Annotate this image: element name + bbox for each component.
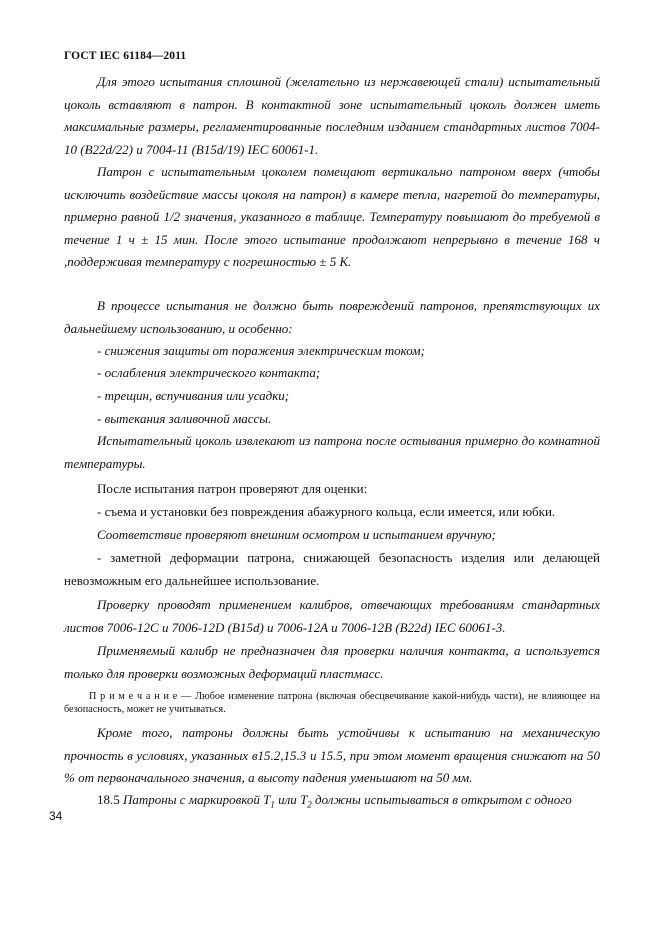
paragraph-text: должны испытываться в открытом с одного: [315, 792, 572, 807]
paragraph-text: Патроны с маркировкой: [123, 792, 260, 807]
paragraph-compliance: [64, 524, 600, 547]
paragraph-test-base: [64, 71, 600, 161]
paragraph-text: значения, указанного в таблице. Температуру повышают до требуемой в течение 1 ч ± 15 мин. После этого испытание продолжают непрерывно в течение 168 ч ,поддерживая температуру с погрешностью ± 5 К.: [64, 209, 601, 270]
marking-subscript: 2: [307, 799, 312, 810]
marking-t1: [263, 792, 275, 810]
paragraph-shade-ring: [64, 501, 600, 524]
paragraph-text: Применяемый калибр не предназначен для проверки наличия контакта, а используется только для проверки возможных деформаций пластмасс.: [64, 643, 600, 681]
clause-number: 18.5: [97, 792, 120, 807]
page-number: 34: [49, 809, 63, 823]
paragraph-heat-chamber: [64, 161, 600, 274]
list-item: [64, 385, 600, 408]
paragraph-remove-base: [64, 430, 600, 475]
paragraph-text: После испытания патрон проверяют для оценки:: [97, 481, 368, 496]
paragraph-18-5: [64, 789, 600, 816]
list-item: [64, 408, 600, 431]
list-item: [64, 362, 600, 385]
note: [64, 690, 600, 716]
marking-letter: T: [300, 792, 308, 807]
paragraph-after-test: [64, 478, 600, 501]
marking-letter: T: [263, 792, 271, 807]
list-item-text: - снижения защиты от поражения электрическим током;: [97, 343, 425, 358]
paragraph-text: Патрон с испытательным цоколем помещают вертикально патроном вверх (чтобы исключить воздействие массы цоколя на патрон) в камере тепла, нагретой до температуры, примерно равной: [64, 164, 600, 225]
paragraph-text: Соответствие проверяют внешним осмотром и испытанием вручную;: [97, 527, 496, 542]
paragraph-text: Для этого испытания сплошной (желательно из нержавеющей стали) испытательный цоколь вставляют в патрон. В контактной зоне испытательный цоколь должен иметь максимальные размеры, регламентированные последним изданием стандартных листов 7004-10 (B22d/22) и 7004-11 (B15d/19) IEC 60061-1.: [64, 74, 600, 157]
paragraph-damage: [64, 295, 600, 340]
list-item-text: - трещин, вспучивания или усадки;: [97, 388, 290, 403]
marking-subscript: 1: [270, 799, 275, 810]
fraction: 1/2: [163, 209, 181, 225]
list-item: [64, 340, 600, 363]
paragraph-text: или: [278, 792, 297, 807]
list-item-text: - вытекания заливочной массы.: [97, 411, 272, 426]
list-item-text: - ослабления электрического контакта;: [97, 365, 321, 380]
paragraph-text: Кроме того, патроны должны быть устойчивы к испытанию на механическую прочность в условиях, указанных в15.2,15.3 и 15.5, при этом момент вращения снижают на 50 % от первоначального значения, а высоту падения уменьшают на 50 мм.: [64, 725, 600, 786]
paragraph-deformation: [64, 547, 600, 592]
page-header: ГОСТ IEC 61184—2011: [64, 50, 187, 62]
note-text: — Любое изменение патрона (включая обесцвечивание какой-нибудь части), не влияющее на безопасность, может не учитываться.: [64, 691, 600, 715]
paragraph-text: В процессе испытания не должно быть повреждений патронов, препятствующих их дальнейшему использованию, и особенно:: [64, 298, 600, 336]
note-label: П р и м е ч а н и е: [89, 691, 178, 702]
paragraph-text: Проверку проводят применением калибров, отвечающих требованиям стандартных листов 7006-12C и 7006-12D (B15d) и 7006-12A и 7006-12B (B22d) IEC 60061-3.: [64, 597, 600, 635]
paragraph-mechanical: [64, 722, 600, 790]
paragraph-gauge-use: [64, 640, 600, 685]
marking-t2: [300, 792, 312, 810]
paragraph-text: Испытательный цоколь извлекают из патрона после остывания примерно до комнатной температуры.: [64, 433, 600, 471]
paragraph-gauges: [64, 594, 600, 639]
paragraph-text: - заметной деформации патрона, снижающей безопасность изделия или делающей невозможным его дальнейшее использование.: [64, 550, 600, 588]
paragraph-text: - съема и установки без повреждения абажурного кольца, если имеется, или юбки.: [97, 504, 556, 519]
